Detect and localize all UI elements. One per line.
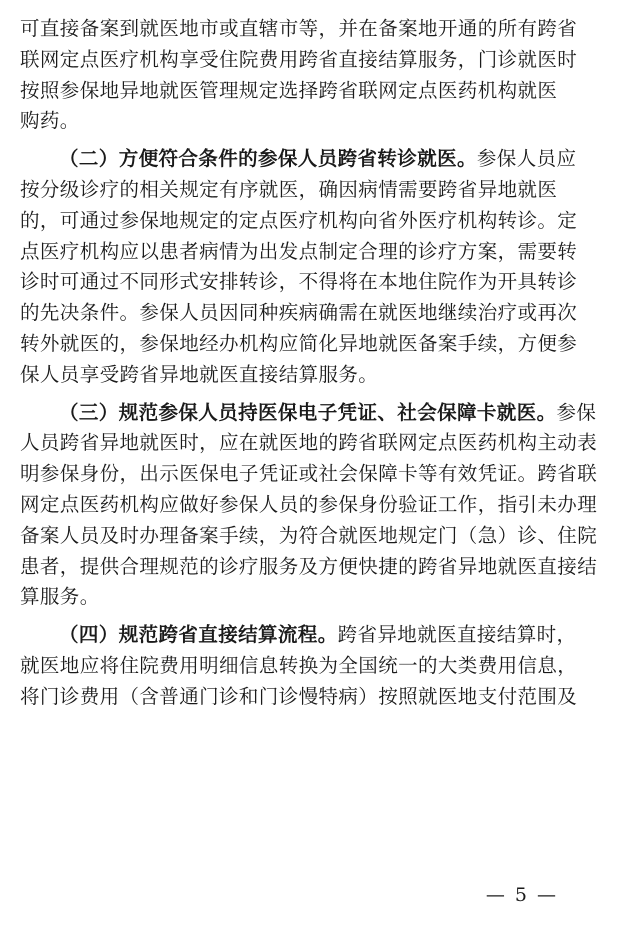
paragraph-continuation xyxy=(20,14,608,137)
text-line: 按分级诊疗的相关规定有序就医，确因病情需要跨省异地就医 xyxy=(20,177,558,201)
text-line: 的先决条件。参保人员因同种疾病确需在就医地继续治疗或再次 xyxy=(20,301,578,325)
text-segment: 参保 xyxy=(556,400,597,424)
paragraph-settlement-process xyxy=(20,620,608,712)
text-line: 按照参保地异地就医管理规定选择跨省联网定点医药机构就医 xyxy=(20,78,558,102)
text-line: 转外就医的，参保地经办机构应简化异地就医备案手续，方便参 xyxy=(20,331,578,355)
text-line: 购药。 xyxy=(20,109,80,133)
text-line: 可直接备案到就医地市或直辖市等，并在备案地开通的所有跨省 xyxy=(20,17,578,40)
section-heading: （二）方便符合条件的参保人员跨省转诊就医。 xyxy=(59,147,477,171)
text-line: 将门诊费用（含普通门诊和门诊慢特病）按照就医地支付范围及 xyxy=(20,684,578,708)
text-line xyxy=(20,398,608,429)
text-line: 明参保身份，出示医保电子凭证或社会保障卡等有效凭证。跨省联 xyxy=(20,462,598,486)
text-line: 就医地应将住院费用明细信息转换为全国统一的大类费用信息， xyxy=(20,653,578,677)
text-line: 人员跨省异地就医时，应在就医地的跨省联网定点医药机构主动表 xyxy=(20,431,598,455)
paragraph-transfer-referral xyxy=(20,144,608,390)
text-line xyxy=(20,144,608,175)
paragraph-medical-insurance-credentials xyxy=(20,398,608,614)
text-line: 保人员享受跨省异地就医直接结算服务。 xyxy=(20,362,379,386)
text-line: 网定点医药机构应做好参保人员的参保身份验证工作，指引未办理 xyxy=(20,492,598,516)
text-line: 患者，提供合理规范的诊疗服务及方便快捷的跨省异地就医直接结 xyxy=(20,554,598,578)
text-line xyxy=(20,620,608,651)
text-line: 联网定点医疗机构享受住院费用跨省直接结算服务，门诊就医时 xyxy=(20,47,578,71)
text-line: 算服务。 xyxy=(20,585,100,609)
page-number: — 5 — xyxy=(485,884,558,906)
section-heading: （三）规范参保人员持医保电子凭证、社会保障卡就医。 xyxy=(59,400,557,424)
text-line: 的，可通过参保地规定的定点医疗机构向省外医疗机构转诊。定 xyxy=(20,208,578,232)
text-line: 备案人员及时办理备案手续，为符合就医地规定门（急）诊、住院 xyxy=(20,523,598,547)
text-segment: 参保人员应 xyxy=(476,147,577,171)
text-line: 点医疗机构应以患者病情为出发点制定合理的诊疗方案，需要转 xyxy=(20,239,578,263)
section-heading: （四）规范跨省直接结算流程。 xyxy=(59,623,338,647)
text-segment: 跨省异地就医直接结算时， xyxy=(337,623,577,647)
text-line: 诊时可通过不同形式安排转诊，不得将在本地住院作为开具转诊 xyxy=(20,270,578,294)
body-text xyxy=(20,14,608,713)
